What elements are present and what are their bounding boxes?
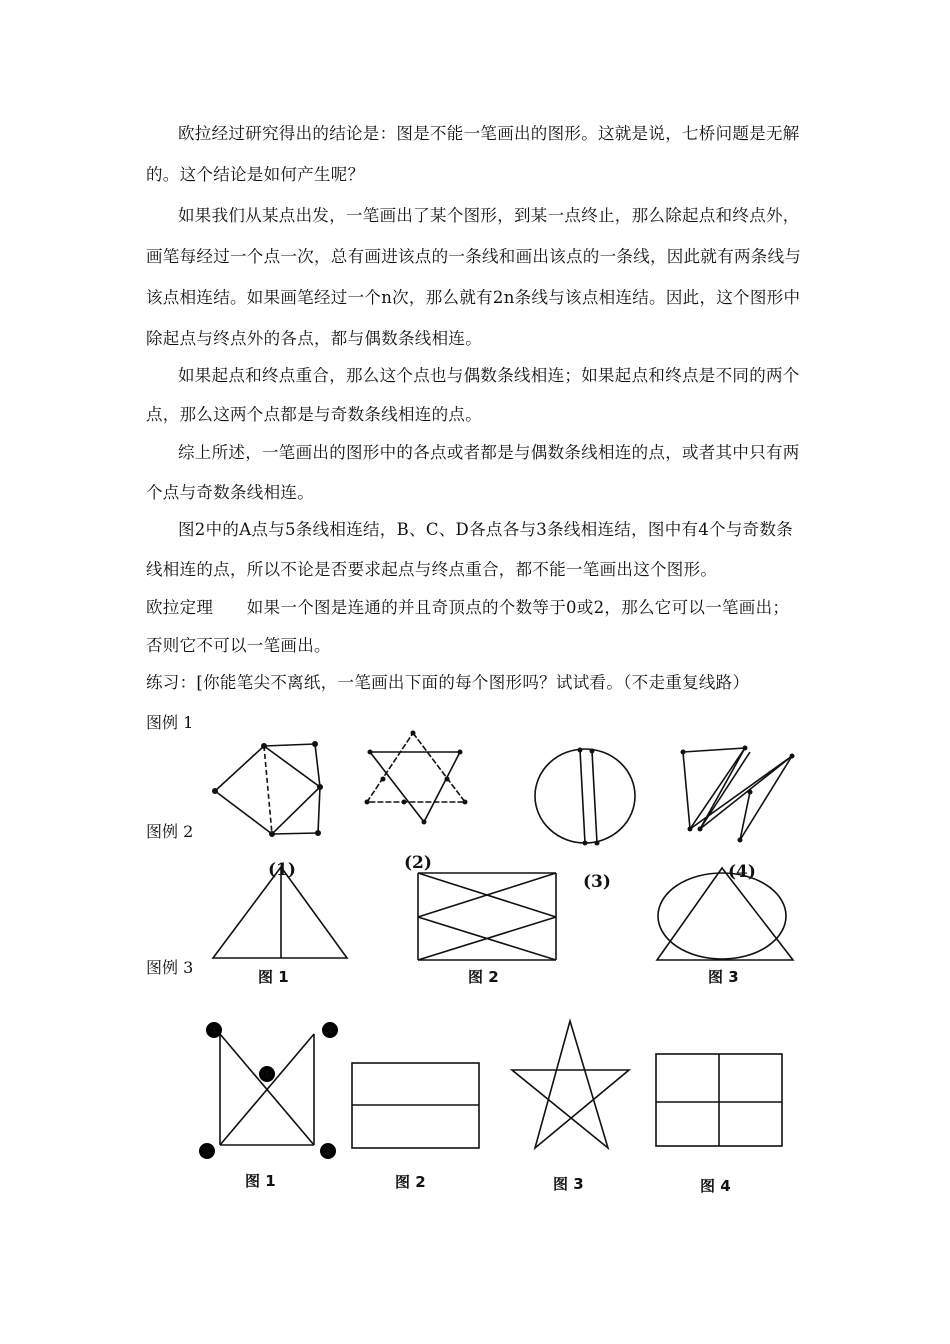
euler-theorem-line: 欧拉定理 如果一个图是连通的并且奇顶点的个数等于0或2，那么它可以一笔画出； [146, 598, 790, 617]
row2-label-3: (3) [583, 872, 611, 892]
row2-label-1: (1) [268, 860, 296, 880]
paragraph-line-9: 综上所述，一笔画出的图形中的各点或者都是与偶数条线相连的点，或者其中只有两 [178, 443, 800, 462]
circled-5: ⑤ [262, 1067, 273, 1081]
paragraph-line-8: 点，那么这两个点都是与奇数条线相连的点。 [146, 405, 482, 424]
paragraph-line-5: 该点相连结。如果画笔经过一个n次，那么就有2n条线与该点相连结。因此，这个图形中 [146, 288, 801, 307]
row3-caption-4: 图 4 [700, 1177, 731, 1195]
row3-caption-2: 图 2 [395, 1173, 426, 1191]
row2-label-4: (4) [728, 862, 756, 882]
row3-caption-1: 图 1 [245, 1172, 276, 1190]
circled-4: ④ [202, 1144, 213, 1158]
paragraph-line-2: 的。这个结论是如何产生呢？ [146, 165, 365, 184]
circled-1: ① [209, 1023, 220, 1037]
paragraph-line-3: 如果我们从某点出发，一笔画出了某个图形，到某一点终止，那么除起点和终点外， [178, 206, 800, 225]
paragraph-line-10: 个点与奇数条线相连。 [146, 483, 314, 502]
circled-2: ② [325, 1023, 336, 1037]
row3-figure-4 [656, 1054, 782, 1195]
circled-3: ③ [323, 1144, 334, 1158]
row3-figure-2 [352, 1063, 479, 1191]
example-label-3: 图例 3 [146, 958, 194, 977]
row3-figure-3 [512, 1021, 629, 1193]
row2-caption-2: 图 2 [468, 968, 499, 986]
exercise-line: 练习：[你能笔尖不离纸，一笔画出下面的每个图形吗？试试看。（不走重复线路） [146, 673, 750, 692]
paragraph-line-6: 除起点与终点外的各点，都与偶数条线相连。 [146, 329, 482, 348]
row2-caption-3: 图 3 [708, 968, 739, 986]
paragraph-line-4: 画笔每经过一个点一次，总有画进该点的一条线和画出该点的一条线，因此就有两条线与 [146, 247, 802, 266]
euler-theorem-line-2: 否则它不可以一笔画出。 [146, 636, 331, 655]
paragraph-line-12: 线相连的点，所以不论是否要求起点与终点重合，都不能一笔画出这个图形。 [146, 560, 718, 579]
row3-figure-1 [199, 1022, 338, 1190]
row3-caption-3: 图 3 [553, 1175, 584, 1193]
row2-label-2: (2) [404, 853, 432, 873]
paragraph-line-1: 欧拉经过研究得出的结论是：图是不能一笔画出的图形。这就是说，七桥问题是无解 [178, 124, 800, 143]
example-label-2: 图例 2 [146, 822, 194, 841]
example-label-1: 图例 1 [146, 713, 194, 732]
row2-caption-1: 图 1 [258, 968, 289, 986]
paragraph-line-11: 图2中的A点与5条线相连结，B、C、D各点各与3条线相连结，图中有4个与奇数条 [178, 520, 794, 539]
paragraph-line-7: 如果起点和终点重合，那么这个点也与偶数条线相连；如果起点和终点是不同的两个 [178, 366, 800, 385]
